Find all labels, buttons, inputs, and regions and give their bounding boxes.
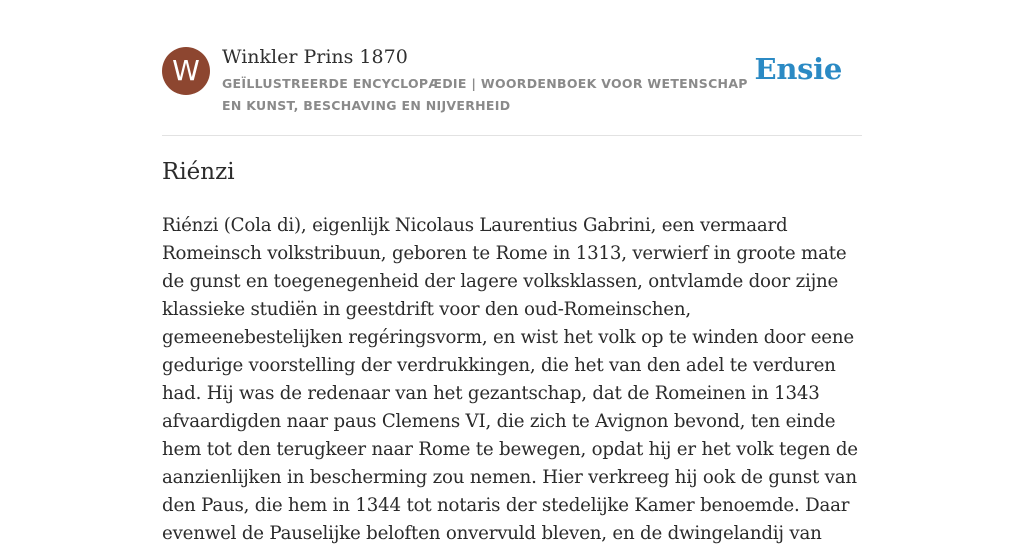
source-title[interactable]: Winkler Prins 1870 [222, 46, 408, 68]
source-header [162, 46, 862, 122]
source-subtitle: GEÏLLUSTREERDE ENCYCLOPÆDIE | WOORDENBOEK VOOR WETENSCHAP EN KUNST, BESCHAVING EN NIJVERHEID [222, 76, 748, 113]
ensie-logo-link[interactable]: Ensie [754, 52, 842, 86]
header-divider [162, 135, 862, 136]
source-avatar[interactable]: W [162, 47, 210, 95]
entry-body-text: Riénzi (Cola di), eigenlijk Nicolaus Laurentius Gabrini, een vermaard Romeinsch volkstribuun, geboren te Rome in 1313, verwierf in groote mate de gunst en toegenegenheid der lagere volksklassen, ontvlamde door zijne klassieke studiën in geestdrift voor den oud-Romeinschen, gemeenebestelijken regéringsvorm, en wist het volk op te winden door eene gedurige voorstelling der verdrukkingen, die het van den adel te verduren had. Hij was de redenaar van het gezantschap, dat de Romeinen in 1343 afvaardigden naar paus Clemens VI, die zich te Avignon bevond, ten einde hem tot den terugkeer naar Rome te bewegen, opdat hij er het volk tegen de aanzienlijken in bescherming zou nemen. Hier verkreeg hij ook de gunst van den Paus, die hem in 1344 tot notaris der stedelijke Kamer benoemde. Daar evenwel de Pauselijke beloften onvervuld bleven, en de dwingelandij van [162, 215, 858, 544]
entry-title: Riénzi [162, 159, 235, 185]
